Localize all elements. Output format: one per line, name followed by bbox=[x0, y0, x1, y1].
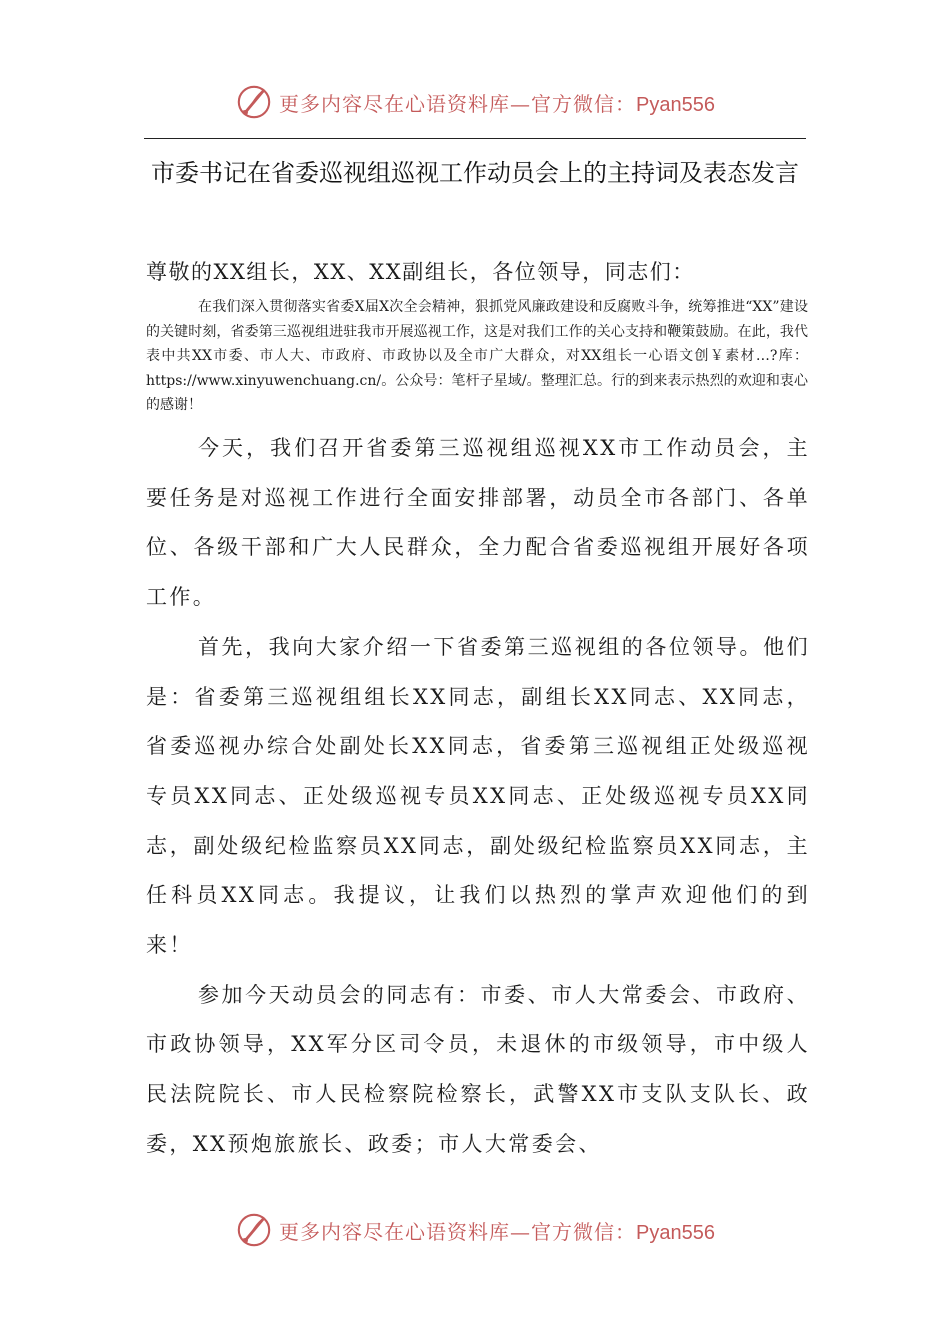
body-paragraph: 今天，我们召开省委第三巡视组巡视XX市工作动员会，主要任务是对巡视工作进行全面安排部署，动员全市各部门、各单位、各级干部和广大人民群众，全力配合省委巡视组开展好各项工作。 bbox=[146, 436, 810, 610]
quill-pen-seal-icon bbox=[235, 1211, 273, 1249]
banner-slogan: 更多内容尽在心语资料库—官方微信： bbox=[279, 91, 637, 116]
body-paragraph: 参加今天动员会的同志有：市委、市人大常委会、市政府、市政协领导，XX军分区司令员，未退休的市级领导，市中级人民法院院长、市人民检察院检察长，武警XX市支队支队长、政委，XX预炮旅旅长、政委；市人大常委会、 bbox=[146, 982, 810, 1156]
document-title: 市委书记在省委巡视组巡视工作动员会上的主持词及表态发言 bbox=[151, 159, 799, 187]
body-paragraph: 首先，我向大家介绍一下省委第三巡视组的各位领导。他们是：省委第三巡视组组长XX同志，副组长XX同志、XX同志，省委巡视办综合处副处长XX同志，省委第三巡视组正处级巡视专员XX同志、正处级巡视专员XX同志、正处级巡视专员XX同志，副处级纪检监察员XX同志，副处级纪检监察员XX同志，主任科员XX同志。我提议，让我们以热烈的掌声欢迎他们的到来！ bbox=[146, 634, 810, 958]
header-divider bbox=[144, 138, 806, 139]
banner-wechat-id: Pyan556 bbox=[636, 93, 715, 116]
banner-text bbox=[279, 88, 715, 117]
document-body bbox=[146, 424, 810, 1170]
header-banner bbox=[0, 80, 950, 124]
intro-paragraph: 在我们深入贯彻落实省委X届X次全会精神，狠抓党风廉政建设和反腐败斗争，统筹推进“XX”建设的关键时刻，省委第三巡视组进驻我市开展巡视工作，这是对我们工作的关心支持和鞭策鼓励。在此，我代表中共XX市委、市人大、市政府、市政协以及全市广大群众，对XX组长一心语文创￥素材…?库：https://www.xinyuwenchuang.cn/。公众号：笔杆子星域/。整理汇总。行的到来表示热烈的欢迎和衷心的感谢！ bbox=[146, 299, 808, 413]
quill-pen-seal-icon bbox=[235, 83, 273, 121]
footer-banner bbox=[0, 1208, 950, 1252]
banner-slogan: 更多内容尽在心语资料库—官方微信： bbox=[279, 1219, 637, 1244]
salutation: 尊敬的XX组长，XX、XX副组长，各位领导，同志们： bbox=[146, 260, 695, 284]
banner-text bbox=[279, 1216, 715, 1245]
banner-wechat-id: Pyan556 bbox=[636, 1221, 715, 1244]
